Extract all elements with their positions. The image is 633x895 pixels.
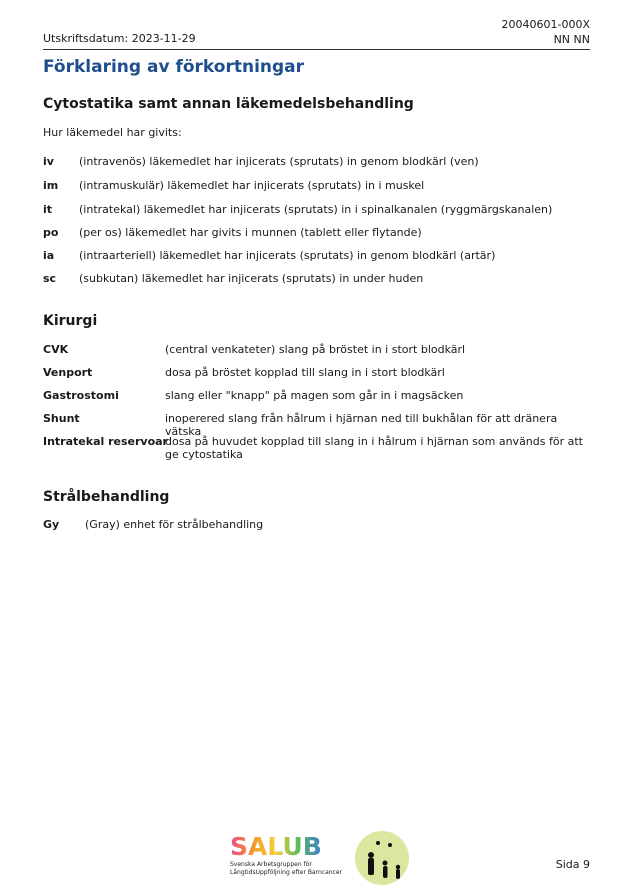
section-heading-stralbehandling: Strålbehandling [43,489,170,505]
patient-name: NN NN [553,33,590,46]
abbreviation-description: (intratekal) läkemedlet har injicerats (sprutats) in i spinalkanalen (ryggmärgskanalen) [79,203,553,216]
logo-subtitle-2: LångtidsUppföljning efter Barncancer [230,869,343,876]
abbreviation-description: slang eller "knapp" på magen som går in i magsäcken [165,389,464,402]
document-id: 20040601-000X [501,18,590,31]
document-header-right [502,17,591,47]
abbreviation: Gy [43,518,60,531]
section-heading-kirurgi: Kirurgi [43,313,98,329]
page-number: Sida 9 [555,858,590,871]
page-title: Förklaring av förkortningar [43,57,305,77]
abbreviation-description: (intramuskulär) läkemedlet har injicerats (sprutats) in i muskel [79,179,425,192]
logo-text: SALUB [230,832,322,861]
header-divider [43,49,590,50]
abbreviation: Intratekal reservoar [43,435,168,448]
logo-circle [355,831,409,885]
abbreviation: Gastrostomi [43,389,119,402]
abbreviation: Venport [43,366,93,379]
abbreviation: CVK [43,343,69,356]
abbreviation: it [43,203,53,216]
abbreviation-description: (subkutan) läkemedlet har injicerats (sprutats) in under huden [79,272,424,285]
abbreviation-description: dosa på huvudet kopplad till slang in i hålrum i hjärnan som används för att ge cytostatika [165,435,583,461]
abbreviation-description: (central venkateter) slang på bröstet in i stort blodkärl [165,343,466,356]
abbreviation: ia [43,249,55,262]
print-date-label: Utskriftsdatum: [43,32,129,45]
abbreviation-description: (Gray) enhet för strålbehandling [85,518,264,531]
logo-subtitle-1: Svenska Arbetsgruppen för [230,861,312,868]
abbreviation: im [43,179,59,192]
print-date [43,32,196,45]
print-date-value: 2023-11-29 [131,32,196,45]
abbreviation: iv [43,155,54,168]
abbreviation-description: (per os) läkemedlet har givits i munnen (tablett eller flytande) [79,226,422,239]
abbreviation: Shunt [43,412,80,425]
abbreviation: po [43,226,59,239]
abbreviation: sc [43,272,57,285]
abbreviation-description: (intravenös) läkemedlet har injicerats (sprutats) in genom blodkärl (ven) [79,155,479,168]
abbreviation-description: inoperered slang från hålrum i hjärnan ned till bukhålan för att dränera vätska [165,412,558,438]
salub-logo [228,829,410,887]
section-heading-cytostatika: Cytostatika samt annan läkemedelsbehandling [43,96,414,112]
abbreviation-description: (intraarteriell) läkemedlet har injicerats (sprutats) in genom blodkärl (artär) [79,249,496,262]
abbreviation-description: dosa på bröstet kopplad till slang in i stort blodkärl [165,366,445,379]
section-intro: Hur läkemedel har givits: [43,126,182,139]
